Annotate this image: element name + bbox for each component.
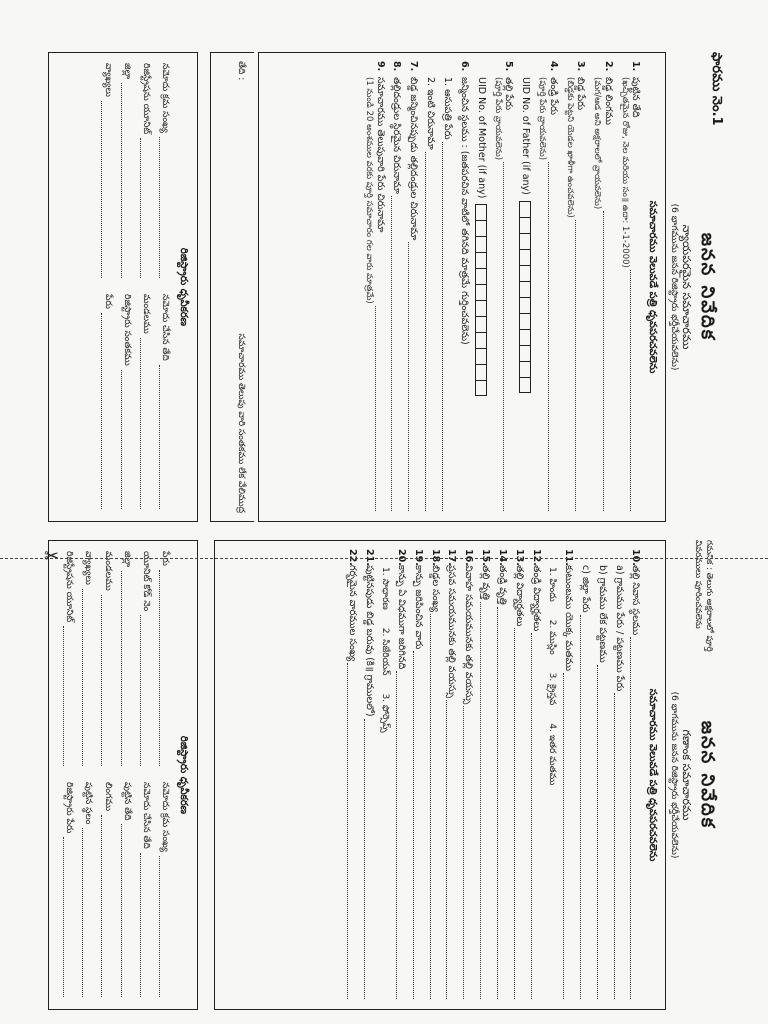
form-field-row: [412, 549, 424, 1001]
registration-input-line[interactable]: [121, 824, 132, 997]
registration-input-line[interactable]: [82, 828, 93, 997]
registration-label: జిల్లా: [122, 63, 132, 80]
uid-digit-box[interactable]: [520, 377, 532, 393]
registration-field: [102, 551, 113, 768]
field-hint: (బిడ్డకు పెట్టని యెడల ఖాళీగా ఉంచవలెను): [564, 77, 575, 218]
field-label-group: [619, 77, 642, 268]
registration-input-line[interactable]: [159, 137, 170, 278]
registration-field: [121, 551, 132, 768]
registration-label: నమోదు క్రమ సంఖ్య: [160, 782, 171, 852]
field-hint: (మగ/ఆడ అని అక్షరాలలో వ్రాయవలెను): [592, 77, 603, 210]
stat-registration-title: రిజిస్ట్రారు ధృవీకరణ: [178, 735, 189, 815]
stat-header: [668, 540, 719, 1010]
form-field-row: [513, 549, 525, 1001]
registration-input-line[interactable]: [63, 837, 74, 997]
field-label-group: [458, 77, 470, 345]
field-label-group: [408, 77, 420, 240]
stat-subtitle: గణాంక సమాచారము: [680, 729, 694, 821]
field-label: UID No. of Father (if any): [520, 77, 532, 195]
registration-input-line[interactable]: [140, 853, 151, 997]
registration-input-line[interactable]: [121, 83, 132, 278]
field-number: 8.: [391, 61, 403, 72]
registration-field: [121, 782, 132, 999]
religion-option[interactable]: 4. ఇతర మతము: [547, 723, 558, 786]
uid-digit-box[interactable]: [475, 220, 487, 236]
form-field-row: [592, 61, 615, 513]
field-input-line[interactable]: [408, 242, 419, 511]
field-label-group: [564, 77, 587, 218]
field-number: 16.: [463, 549, 475, 566]
field-label: పుట్టిన తేది: [630, 77, 642, 118]
registration-label: రిజిస్ట్రేషను యూనిట్: [141, 63, 152, 135]
field-input-line[interactable]: [480, 602, 491, 999]
form-field-row: [424, 61, 436, 513]
form-field-row: [408, 61, 420, 513]
field-label-group: [520, 77, 532, 195]
field-label: a) గ్రామము పేరు / పట్టణము పేరు: [613, 565, 625, 692]
date-label: తేది :: [236, 61, 246, 81]
registration-input-line[interactable]: [159, 365, 170, 509]
form-field-row: [346, 549, 358, 1001]
registration-label: లింగము: [102, 782, 113, 811]
registration-field: [159, 551, 170, 768]
form-field-row: [475, 61, 487, 513]
registration-field: [82, 551, 93, 768]
field-number: 14.: [497, 549, 509, 566]
legal-fields-list: [363, 61, 641, 513]
field-label: తండ్రి పేరు: [548, 77, 559, 115]
field-label: తల్లి నివాస స్థలము: [630, 565, 642, 636]
field-input-line[interactable]: [631, 270, 642, 511]
registration-label: పుట్టిన తేది: [122, 782, 132, 821]
registration-field: [63, 782, 74, 999]
form-field-row: [458, 61, 470, 513]
registration-field: [159, 782, 170, 999]
field-input-line[interactable]: [425, 152, 436, 511]
signature-row: [235, 61, 246, 513]
field-input-line[interactable]: [576, 220, 587, 511]
delivery-option[interactable]: 2. సిజేరియన్: [380, 627, 390, 676]
field-input-line[interactable]: [463, 706, 474, 999]
field-number: 13.: [514, 549, 525, 566]
field-label: తల్లి విద్యార్హతలు: [514, 565, 525, 627]
field-label: c) జిల్లా పేరు: [579, 565, 591, 613]
field-label-group: [441, 77, 453, 140]
form-field-row: [530, 549, 542, 1001]
field-label: పుట్టినపుడు బిడ్డ బరువు (కి॥ గ్రాములలో): [363, 565, 375, 717]
field-label-group: [537, 77, 560, 160]
field-number: 9.: [374, 61, 386, 72]
uid-input-boxes[interactable]: [475, 204, 487, 396]
field-input-line[interactable]: [597, 665, 608, 999]
registration-field: [121, 63, 132, 280]
stat-section-title: సమాచారము వెలువడే పత్రి ధృవపరచవలెను: [647, 688, 658, 862]
uid-digit-box[interactable]: [520, 345, 532, 361]
form-field-row: [463, 549, 475, 1001]
registration-input-line[interactable]: [102, 101, 113, 278]
form-field-row: [363, 549, 375, 1001]
registration-label: పేరు: [160, 551, 171, 566]
registration-label: రిజిస్ట్రేషను యూనిట్: [64, 551, 75, 623]
field-hint: (పూర్తి పేరు వ్రాయవలెను): [537, 77, 548, 161]
uid-digit-box[interactable]: [520, 201, 532, 217]
uid-digit-box[interactable]: [475, 332, 487, 348]
field-number: 21.: [363, 549, 375, 566]
registration-input-line[interactable]: [82, 589, 93, 766]
field-label: 2. ఇంటి చిరునామా: [425, 77, 437, 150]
legal-registration-grid: [102, 63, 171, 511]
field-label: తండ్రి వృత్తి: [497, 565, 509, 605]
registration-label: రిజిస్ట్రారు సంతకము: [122, 294, 132, 366]
religion-option[interactable]: 1. హిందు: [547, 567, 558, 602]
uid-digit-box[interactable]: [475, 316, 487, 332]
form-field-row: [562, 549, 574, 1001]
form-field-row: [520, 61, 532, 513]
uid-digit-box[interactable]: [520, 329, 532, 345]
field-input-line[interactable]: [580, 615, 591, 999]
field-label: కాన్పు జరిపించిన వారు: [412, 565, 424, 650]
uid-digit-box[interactable]: [475, 268, 487, 284]
registration-label: వ్యాఖ్యలు: [83, 551, 94, 585]
legal-fields-box: [258, 52, 666, 522]
field-label: b) గ్రామము లేక పట్టణము: [596, 565, 608, 663]
registration-input-line[interactable]: [121, 370, 132, 509]
cut-line: [0, 558, 768, 559]
uid-digit-box[interactable]: [520, 265, 532, 281]
field-label: 1. ఆసుపత్రి పేరు: [442, 77, 454, 140]
form-field-row: [492, 61, 515, 513]
delivery-option[interactable]: 1. సాధారణ: [380, 567, 390, 610]
legal-subtitle: న్యాయపరమైన సమాచారము: [680, 224, 694, 350]
registration-input-line[interactable]: [140, 138, 151, 278]
field-label: వివాహ సమయమునకు తల్లి వయస్సు: [463, 565, 475, 705]
registration-label: జిల్లా: [122, 551, 132, 568]
registration-label: పుట్టిన స్థలం: [83, 782, 94, 825]
field-input-line[interactable]: [514, 628, 525, 999]
legal-header: [668, 52, 719, 522]
form-number: ఫారము నెం.1: [709, 52, 724, 126]
delivery-option[interactable]: 3. ఫోర్సెప్స్: [380, 693, 390, 733]
stat-fields-box: [214, 540, 666, 1010]
legal-registration-title: రిజిస్ట్రారు ధృవీకరణ: [178, 247, 189, 327]
side-note: గమనిక : తెలుగు అక్షరాలలో పూర్తి వివరములు పూరించవలెను: [693, 540, 714, 652]
uid-digit-box[interactable]: [475, 348, 487, 364]
form-field-row: [363, 61, 386, 513]
legal-section-title: సమాచారము వెలువడే పత్రి ధృవపరచవలెను: [647, 200, 658, 374]
uid-digit-box[interactable]: [520, 249, 532, 265]
registration-input-line[interactable]: [102, 595, 113, 766]
uid-digit-box[interactable]: [475, 284, 487, 300]
delivery-options: [379, 567, 390, 1001]
uid-digit-box[interactable]: [475, 204, 487, 220]
uid-digit-box[interactable]: [475, 252, 487, 268]
registration-label: పేరు: [102, 294, 113, 309]
field-number: 6.: [459, 61, 470, 72]
uid-digit-box[interactable]: [520, 233, 532, 249]
field-input-line[interactable]: [442, 142, 453, 512]
registration-input-line[interactable]: [102, 815, 113, 997]
field-number: 11.: [563, 549, 574, 566]
field-label-group: [592, 77, 615, 209]
field-input-line[interactable]: [392, 196, 403, 511]
uid-digit-box[interactable]: [475, 236, 487, 252]
field-label: కాన్పు ఏ విధముగా జరిగినది: [395, 565, 407, 670]
field-label: UID No. of Mother (if any): [476, 77, 487, 199]
registration-label: నమోదు చేసిన తేది: [141, 782, 152, 849]
field-label-group: [475, 77, 487, 198]
field-number: 15.: [480, 549, 492, 566]
field-label-group: [391, 77, 403, 194]
stat-registration-grid: [63, 551, 171, 999]
field-label: తల్లిదండ్రుల స్థిరమైన చిరునామా: [391, 77, 403, 194]
field-hint: (పూర్తి పేరు వ్రాయవలెను): [492, 77, 503, 161]
field-input-line[interactable]: [396, 671, 407, 999]
form-field-row: [441, 61, 453, 513]
uid-digit-box[interactable]: [520, 217, 532, 233]
legal-note: (6 భాగమును జనన రిజిస్ట్రారు భర్తీచేయవలెను): [668, 203, 679, 371]
registration-label: నమోదు క్రమ సంఖ్య: [160, 63, 171, 133]
field-input-line[interactable]: [347, 663, 358, 999]
field-number: 3.: [575, 61, 587, 72]
field-number: 10.: [630, 549, 642, 566]
field-number: 2.: [603, 61, 614, 72]
form-field-row: [596, 549, 608, 1001]
registration-field: [159, 294, 170, 511]
form-field-row: [446, 549, 458, 1001]
field-input-line[interactable]: [447, 700, 458, 999]
uid-digit-box[interactable]: [475, 364, 487, 380]
field-input-line[interactable]: [548, 162, 559, 511]
field-label: తల్లి వృత్తి: [480, 565, 492, 600]
field-number: 17.: [446, 549, 458, 566]
field-input-line[interactable]: [631, 637, 642, 999]
registration-field: [102, 63, 113, 280]
registration-label: నమోదు చేసిన తేది: [160, 294, 171, 361]
field-input-line[interactable]: [614, 693, 625, 999]
form-field-row: [537, 61, 560, 513]
signature-label: సమాచారము తెలుపు వారి సంతకము లేక వేలిముద్ర: [236, 333, 246, 513]
form-field-row: [564, 61, 587, 513]
form-field-row: [479, 549, 491, 1001]
registration-input-line[interactable]: [102, 313, 113, 509]
statistical-info-half: [44, 540, 724, 1010]
registration-field: [121, 294, 132, 511]
legal-signature-box: [210, 52, 254, 522]
field-label: జన్మించిన స్థలము : (జతపరచిన వాటిలో తగినది మాత్రమే గుర్తించవలెను): [459, 77, 470, 345]
field-input-line[interactable]: [413, 651, 424, 999]
field-label: గర్భమైన వారముల సంఖ్య: [346, 565, 358, 662]
registration-field: [140, 63, 151, 280]
registration-input-line[interactable]: [63, 626, 74, 766]
form-field-row: [619, 61, 642, 513]
form-field-row: [613, 549, 625, 1001]
uid-digit-box[interactable]: [520, 361, 532, 377]
field-label: బిడ్డల సంఖ్య: [429, 565, 441, 613]
uid-digit-box[interactable]: [520, 313, 532, 329]
registration-label: మండలము: [102, 551, 113, 591]
registration-input-line[interactable]: [140, 615, 151, 766]
field-number: 7.: [408, 61, 420, 72]
field-number: 20.: [395, 549, 407, 566]
field-number: 4.: [548, 61, 559, 72]
registration-input-line[interactable]: [140, 338, 151, 509]
registration-input-line[interactable]: [159, 570, 170, 766]
registration-field: [159, 63, 170, 280]
form-sheet: [44, 52, 724, 1012]
religion-options: [546, 567, 557, 1001]
uid-digit-box[interactable]: [520, 297, 532, 313]
field-input-line[interactable]: [603, 211, 614, 511]
field-label: బిడ్డ జన్మించినప్పుడు తల్లిదండ్రుల చిరునామా: [408, 77, 420, 241]
stat-title: జనన నివేదిక: [697, 720, 718, 830]
uid-digit-box[interactable]: [475, 380, 487, 396]
field-label: సమాచారము తెలుపువారి పేరు చిరునామా: [374, 77, 386, 233]
field-number: 18.: [429, 549, 441, 566]
field-label: తల్లి పేరు: [503, 77, 515, 111]
field-label-group: [424, 77, 436, 150]
registration-label: మండలము: [141, 294, 152, 334]
field-input-line[interactable]: [375, 306, 386, 511]
field-input-line[interactable]: [563, 673, 574, 999]
religion-option[interactable]: 2. ముస్లిం: [547, 619, 558, 655]
uid-digit-box[interactable]: [520, 281, 532, 297]
field-number: 5.: [503, 61, 515, 72]
field-input-line[interactable]: [497, 607, 508, 999]
registration-field: [102, 782, 113, 999]
legal-title: జనన నివేదిక: [697, 232, 718, 342]
form-field-row: [395, 549, 407, 1001]
field-number: 1.: [630, 61, 642, 72]
field-label-group: [492, 77, 515, 160]
field-number: 12.: [530, 549, 542, 566]
field-hint: (1 నుండి 20 అంశముల వరకు పూర్తి సమాచారం గల వారు మాత్రమే): [363, 77, 374, 304]
registration-input-line[interactable]: [121, 571, 132, 766]
religion-option[interactable]: 3. క్రైస్తవ: [547, 672, 558, 706]
field-input-line[interactable]: [531, 633, 542, 999]
uid-input-boxes[interactable]: [520, 201, 532, 393]
field-input-line[interactable]: [364, 719, 375, 999]
field-label: కుటుంబము యొక్క మతము: [563, 565, 574, 672]
registration-field: [102, 294, 113, 511]
form-field-row: [496, 549, 508, 1001]
form-field-row: [391, 61, 403, 513]
field-number: 19.: [412, 549, 424, 566]
registration-field: [140, 551, 151, 768]
uid-digit-box[interactable]: [475, 300, 487, 316]
field-label: బిడ్డ పేరు: [575, 77, 587, 111]
stat-note: (6 భాగమును జనన రిజిస్ట్రారు భర్తీచేయవలెను): [668, 691, 679, 859]
field-number: 22.: [346, 549, 358, 566]
registration-label: రిజిస్ట్రారు పేరు: [64, 782, 75, 834]
field-hint: (ఖచ్చితమైన రోజు, నెల మరియు సం॥ ఉదా: 1-1-2000): [619, 77, 630, 268]
registration-input-line[interactable]: [159, 856, 170, 997]
field-label: ప్రసవ సమయమునకు తల్లి వయస్సు: [446, 565, 458, 699]
registration-label: యూనిట్ కోడ్ నెం: [141, 551, 152, 612]
field-input-line[interactable]: [430, 614, 441, 999]
registration-field: [63, 551, 74, 768]
form-field-row: [429, 549, 441, 1001]
registration-field: [140, 782, 151, 999]
field-label: బిడ్డ లింగము: [603, 77, 614, 125]
field-label-group: [363, 77, 386, 304]
stat-registration-box: [48, 540, 198, 1010]
scissors-icon: ✂: [44, 546, 60, 567]
registration-field: [82, 782, 93, 999]
registration-field: [140, 294, 151, 511]
stat-fields-list: [346, 549, 642, 1001]
legal-registration-box: [48, 52, 198, 522]
field-label: తండ్రి విద్యార్హతలు: [530, 565, 542, 632]
field-input-line[interactable]: [504, 162, 515, 511]
form-field-row: [630, 549, 642, 1001]
registration-label: వ్యాఖ్యలు: [102, 63, 113, 97]
legal-info-half: [44, 52, 724, 522]
form-field-row: [579, 549, 591, 1001]
